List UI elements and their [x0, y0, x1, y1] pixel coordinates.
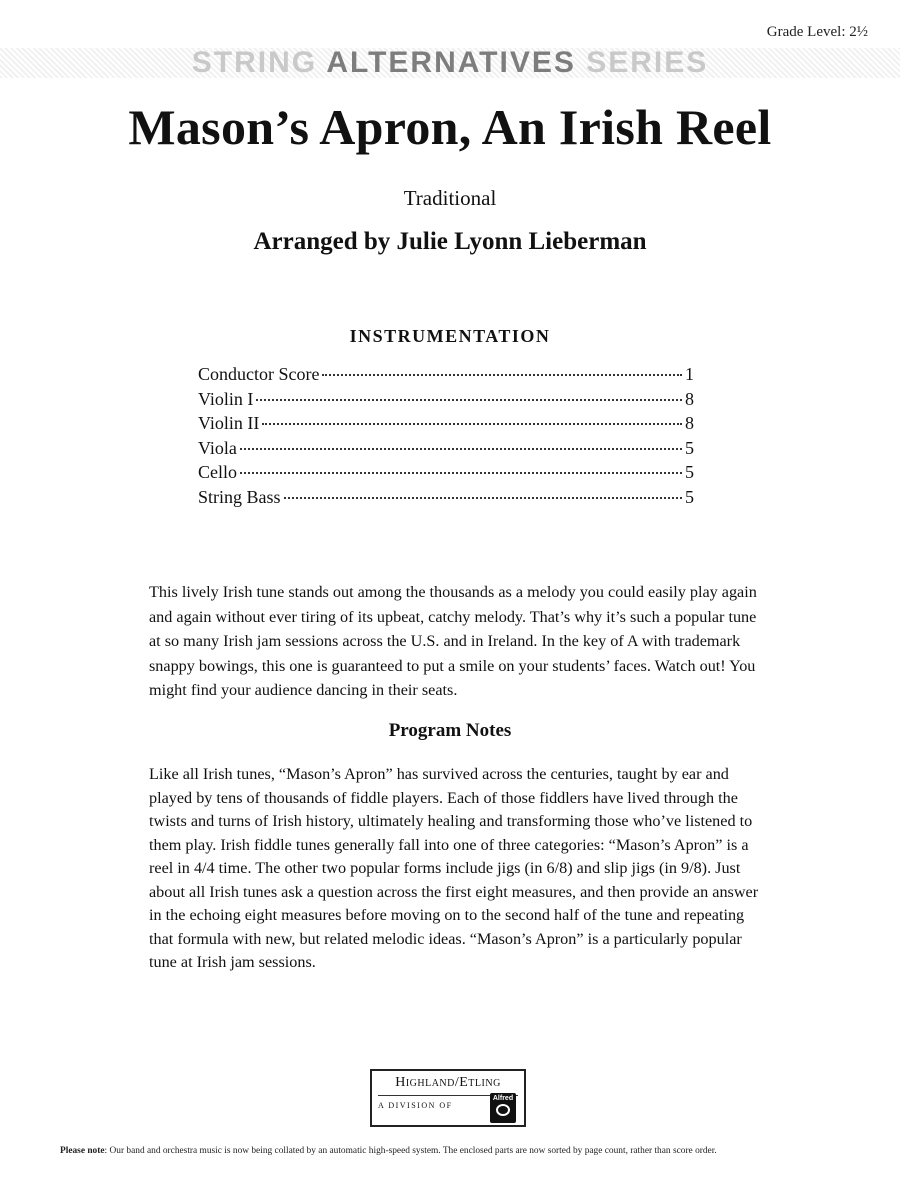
footnote-label: Please note — [60, 1146, 105, 1156]
series-banner-text — [192, 46, 709, 79]
instrumentation-item — [198, 389, 694, 414]
series-word-string: STRING — [191, 46, 327, 79]
alfred-logo-icon — [490, 1093, 516, 1123]
instrumentation-item — [198, 462, 694, 487]
program-notes-paragraph: Like all Irish tunes, “Mason’s Apron” has survived across the centuries, taught by ear and played by tens of thousands of fiddle players. Each of those fiddlers have lived through the twists and turns of Irish history, ultimately healing and transforming those who’ve listened to them play. Irish fiddle tunes generally fall into one of three categories: “Mason’s Apron” is a reel in 4/4 time. The other two popular forms include jigs (in 6/8) and slip jigs (in 9/8). Just about all Irish tunes ask a question across the first eight measures, and then provide an answer in the echoing eight measures before moving on to the second half of the tune and repeating that formula with new, but related melodic ideas. “Mason’s Apron” is a particularly popular tune at Irish jam sessions. — [149, 765, 759, 971]
dot-leader — [256, 399, 682, 401]
dot-leader — [240, 472, 682, 474]
program-notes-heading: Program Notes — [388, 720, 512, 741]
dot-leader — [240, 448, 682, 450]
instrumentation-item — [198, 364, 694, 389]
instrument-count: 5 — [685, 437, 694, 458]
instrument-count: 8 — [685, 388, 694, 409]
instrument-name: Violin II — [198, 413, 260, 433]
alfred-logo-text: Alfred — [492, 1095, 514, 1102]
instrument-name: String Bass — [198, 486, 281, 507]
instrument-count: 5 — [685, 486, 694, 507]
instrumentation-item — [198, 438, 694, 463]
grade-level: Grade Level: 2½ — [766, 24, 868, 40]
instrument-name: Viola — [198, 437, 237, 458]
publisher-name: Highland/Etling — [395, 1075, 501, 1090]
instrumentation-list — [198, 364, 694, 511]
swirl-icon — [496, 1104, 510, 1116]
dot-leader — [284, 497, 682, 499]
series-word-alternatives: ALTERNATIVES — [326, 46, 576, 79]
instrument-count: 1 — [685, 364, 694, 384]
instrument-name: Cello — [198, 462, 237, 482]
instrument-count: 8 — [685, 413, 694, 433]
publisher-logo — [370, 1069, 526, 1127]
instrumentation-item — [198, 413, 694, 438]
series-banner — [0, 48, 900, 78]
page-title: Mason’s Apron, An Irish Reel — [128, 99, 772, 155]
instrument-name: Conductor Score — [198, 364, 320, 384]
composer: Traditional — [403, 186, 497, 210]
intro-paragraph: This lively Irish tune stands out among the thousands as a melody you could easily play again and again without ever tiring of its upbeat, catchy melody. That’s why it’s such a popular tune at so many Irish jam sessions across the U.S. and in Ireland. In the key of A with trademark snappy bowings, this one is guaranteed to put a smile on your students’ faces. Watch out! You might find your audience dancing in their seats. — [149, 583, 757, 699]
instrumentation-item — [198, 487, 694, 512]
arranger: Arranged by Julie Lyonn Lieberman — [253, 228, 647, 255]
instrument-name: Violin I — [198, 388, 254, 409]
footnote — [60, 1146, 850, 1156]
dot-leader — [262, 423, 682, 425]
publisher-division-text: A DIVISION OF — [378, 1101, 453, 1110]
dot-leader — [322, 374, 682, 376]
footnote-text: : Our band and orchestra music is now being collated by an automatic high-speed system. The enclosed parts are now sorted by page count, rather than score order. — [104, 1146, 717, 1156]
instrumentation-heading: INSTRUMENTATION — [349, 326, 551, 346]
series-word-series: SERIES — [575, 46, 709, 79]
instrument-count: 5 — [685, 462, 694, 482]
